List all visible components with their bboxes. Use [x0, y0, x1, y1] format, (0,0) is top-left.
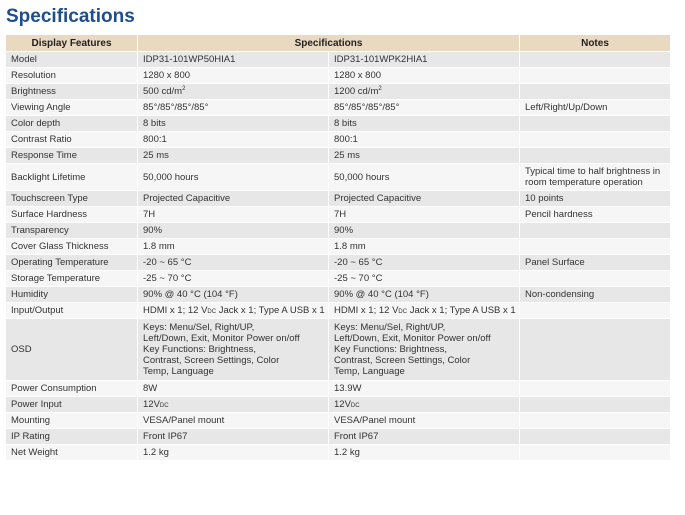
spec-value-a: 50,000 hours	[138, 163, 329, 190]
power-input-value-a: 12V	[143, 399, 160, 410]
unit-superscript: 2	[378, 85, 382, 92]
table-row	[6, 286, 671, 302]
spec-value-a: 7H	[138, 206, 329, 222]
spec-value-a: 25 ms	[138, 147, 329, 163]
spec-value-b: 13.9W	[329, 380, 520, 396]
io-text-post: Jack x 1; Type A USB x 1	[407, 305, 516, 316]
table-row	[6, 51, 671, 67]
row-label: OSD	[6, 318, 138, 380]
row-label: Mounting	[6, 412, 138, 428]
row-note	[520, 147, 671, 163]
row-label: Resolution	[6, 67, 138, 83]
spec-value-b: 90%	[329, 222, 520, 238]
spec-value-b: Front IP67	[329, 428, 520, 444]
row-note	[520, 238, 671, 254]
spec-value-a	[138, 396, 329, 412]
row-note: Typical time to half brightness in room temperature operation	[520, 163, 671, 190]
spec-value-b: 85°/85°/85°/85°	[329, 99, 520, 115]
spec-value-a	[138, 302, 329, 318]
io-text-pre: HDMI x 1; 12 V	[334, 305, 399, 316]
row-note	[520, 428, 671, 444]
spec-value-a: IDP31-101WP50HIA1	[138, 51, 329, 67]
spec-value-a: VESA/Panel mount	[138, 412, 329, 428]
brightness-value-a: 500 cd/m	[143, 86, 183, 97]
spec-value-b: 1.2 kg	[329, 444, 520, 460]
page-title: Specifications	[6, 6, 135, 27]
row-note	[520, 83, 671, 99]
spec-value-b: 50,000 hours	[329, 163, 520, 190]
row-note	[520, 51, 671, 67]
row-note: 10 points	[520, 190, 671, 206]
table-row	[6, 147, 671, 163]
table-row	[6, 83, 671, 99]
spec-value-b	[329, 83, 520, 99]
spec-value-b: 25 ms	[329, 147, 520, 163]
spec-value-a: 8W	[138, 380, 329, 396]
unit-subscript: DC	[207, 309, 217, 315]
spec-value-b: IDP31-101WPK2HIA1	[329, 51, 520, 67]
spec-value-a: 1.2 kg	[138, 444, 329, 460]
table-row	[6, 190, 671, 206]
row-label: IP Rating	[6, 428, 138, 444]
table-row	[6, 270, 671, 286]
table-row	[6, 428, 671, 444]
row-note	[520, 380, 671, 396]
spec-value-a: 8 bits	[138, 115, 329, 131]
row-label: Model	[6, 51, 138, 67]
row-note	[520, 270, 671, 286]
table-row	[6, 444, 671, 460]
row-note: Panel Surface	[520, 254, 671, 270]
spec-value-a: 85°/85°/85°/85°	[138, 99, 329, 115]
row-label: Response Time	[6, 147, 138, 163]
row-note	[520, 115, 671, 131]
spec-value-b: 1.8 mm	[329, 238, 520, 254]
table-row	[6, 302, 671, 318]
spec-value-b: Projected Capacitive	[329, 190, 520, 206]
row-note	[520, 444, 671, 460]
spec-value-b	[329, 396, 520, 412]
table-row	[6, 238, 671, 254]
table-row	[6, 318, 671, 380]
spec-value-b: 1280 x 800	[329, 67, 520, 83]
row-note	[520, 131, 671, 147]
spec-value-b	[329, 302, 520, 318]
row-label: Storage Temperature	[6, 270, 138, 286]
unit-subscript: DC	[159, 403, 169, 409]
spec-value-a: Front IP67	[138, 428, 329, 444]
spec-value-a: -25 ~ 70 °C	[138, 270, 329, 286]
table-row	[6, 115, 671, 131]
specifications-table	[6, 35, 671, 460]
table-row	[6, 412, 671, 428]
header-specifications: Specifications	[138, 35, 520, 51]
spec-value-a: 1280 x 800	[138, 67, 329, 83]
row-note	[520, 318, 671, 380]
unit-subscript: DC	[350, 403, 360, 409]
row-label: Power Consumption	[6, 380, 138, 396]
spec-value-a: -20 ~ 65 °C	[138, 254, 329, 270]
unit-superscript: 2	[182, 85, 186, 92]
row-label: Surface Hardness	[6, 206, 138, 222]
row-note	[520, 302, 671, 318]
table-row	[6, 222, 671, 238]
spec-value-b: -20 ~ 65 °C	[329, 254, 520, 270]
row-note	[520, 222, 671, 238]
spec-value-b: 8 bits	[329, 115, 520, 131]
spec-value-b: -25 ~ 70 °C	[329, 270, 520, 286]
spec-value-b: 90% @ 40 °C (104 °F)	[329, 286, 520, 302]
spec-value-a: 1.8 mm	[138, 238, 329, 254]
row-label: Brightness	[6, 83, 138, 99]
row-label: Power Input	[6, 396, 138, 412]
row-label: Humidity	[6, 286, 138, 302]
spec-value-a: Keys: Menu/Sel, Right/UP, Left/Down, Exit, Monitor Power on/off Key Functions: Brightness, Contrast, Screen Settings, Color Temp, Language	[138, 318, 329, 380]
io-text-pre: HDMI x 1; 12 V	[143, 305, 208, 316]
spec-value-b: VESA/Panel mount	[329, 412, 520, 428]
brightness-value-b: 1200 cd/m	[334, 86, 379, 97]
spec-value-b: 7H	[329, 206, 520, 222]
power-input-value-b: 12V	[334, 399, 351, 410]
unit-subscript: DC	[398, 309, 408, 315]
row-note: Pencil hardness	[520, 206, 671, 222]
row-note	[520, 396, 671, 412]
row-note: Non-condensing	[520, 286, 671, 302]
table-row	[6, 67, 671, 83]
table-row	[6, 99, 671, 115]
table-row	[6, 163, 671, 190]
header-notes: Notes	[520, 35, 671, 51]
row-note: Left/Right/Up/Down	[520, 99, 671, 115]
table-row	[6, 131, 671, 147]
spec-value-a: 90% @ 40 °C (104 °F)	[138, 286, 329, 302]
spec-value-a: Projected Capacitive	[138, 190, 329, 206]
row-note	[520, 67, 671, 83]
spec-value-a: 800:1	[138, 131, 329, 147]
row-label: Cover Glass Thickness	[6, 238, 138, 254]
table-row	[6, 206, 671, 222]
row-label: Transparency	[6, 222, 138, 238]
row-label: Contrast Ratio	[6, 131, 138, 147]
row-note	[520, 412, 671, 428]
row-label: Viewing Angle	[6, 99, 138, 115]
spec-value-b: Keys: Menu/Sel, Right/UP, Left/Down, Exit, Monitor Power on/off Key Functions: Brightness, Contrast, Screen Settings, Color Temp, Language	[329, 318, 520, 380]
table-row	[6, 380, 671, 396]
spec-value-a	[138, 83, 329, 99]
table-row	[6, 254, 671, 270]
row-label: Touchscreen Type	[6, 190, 138, 206]
row-label: Color depth	[6, 115, 138, 131]
table-header-row	[6, 35, 671, 51]
row-label: Backlight Lifetime	[6, 163, 138, 190]
header-display-features: Display Features	[6, 35, 138, 51]
table-row	[6, 396, 671, 412]
row-label: Operating Temperature	[6, 254, 138, 270]
spec-value-b: 800:1	[329, 131, 520, 147]
row-label: Net Weight	[6, 444, 138, 460]
io-text-post: Jack x 1; Type A USB x 1	[216, 305, 325, 316]
row-label: Input/Output	[6, 302, 138, 318]
spec-value-a: 90%	[138, 222, 329, 238]
